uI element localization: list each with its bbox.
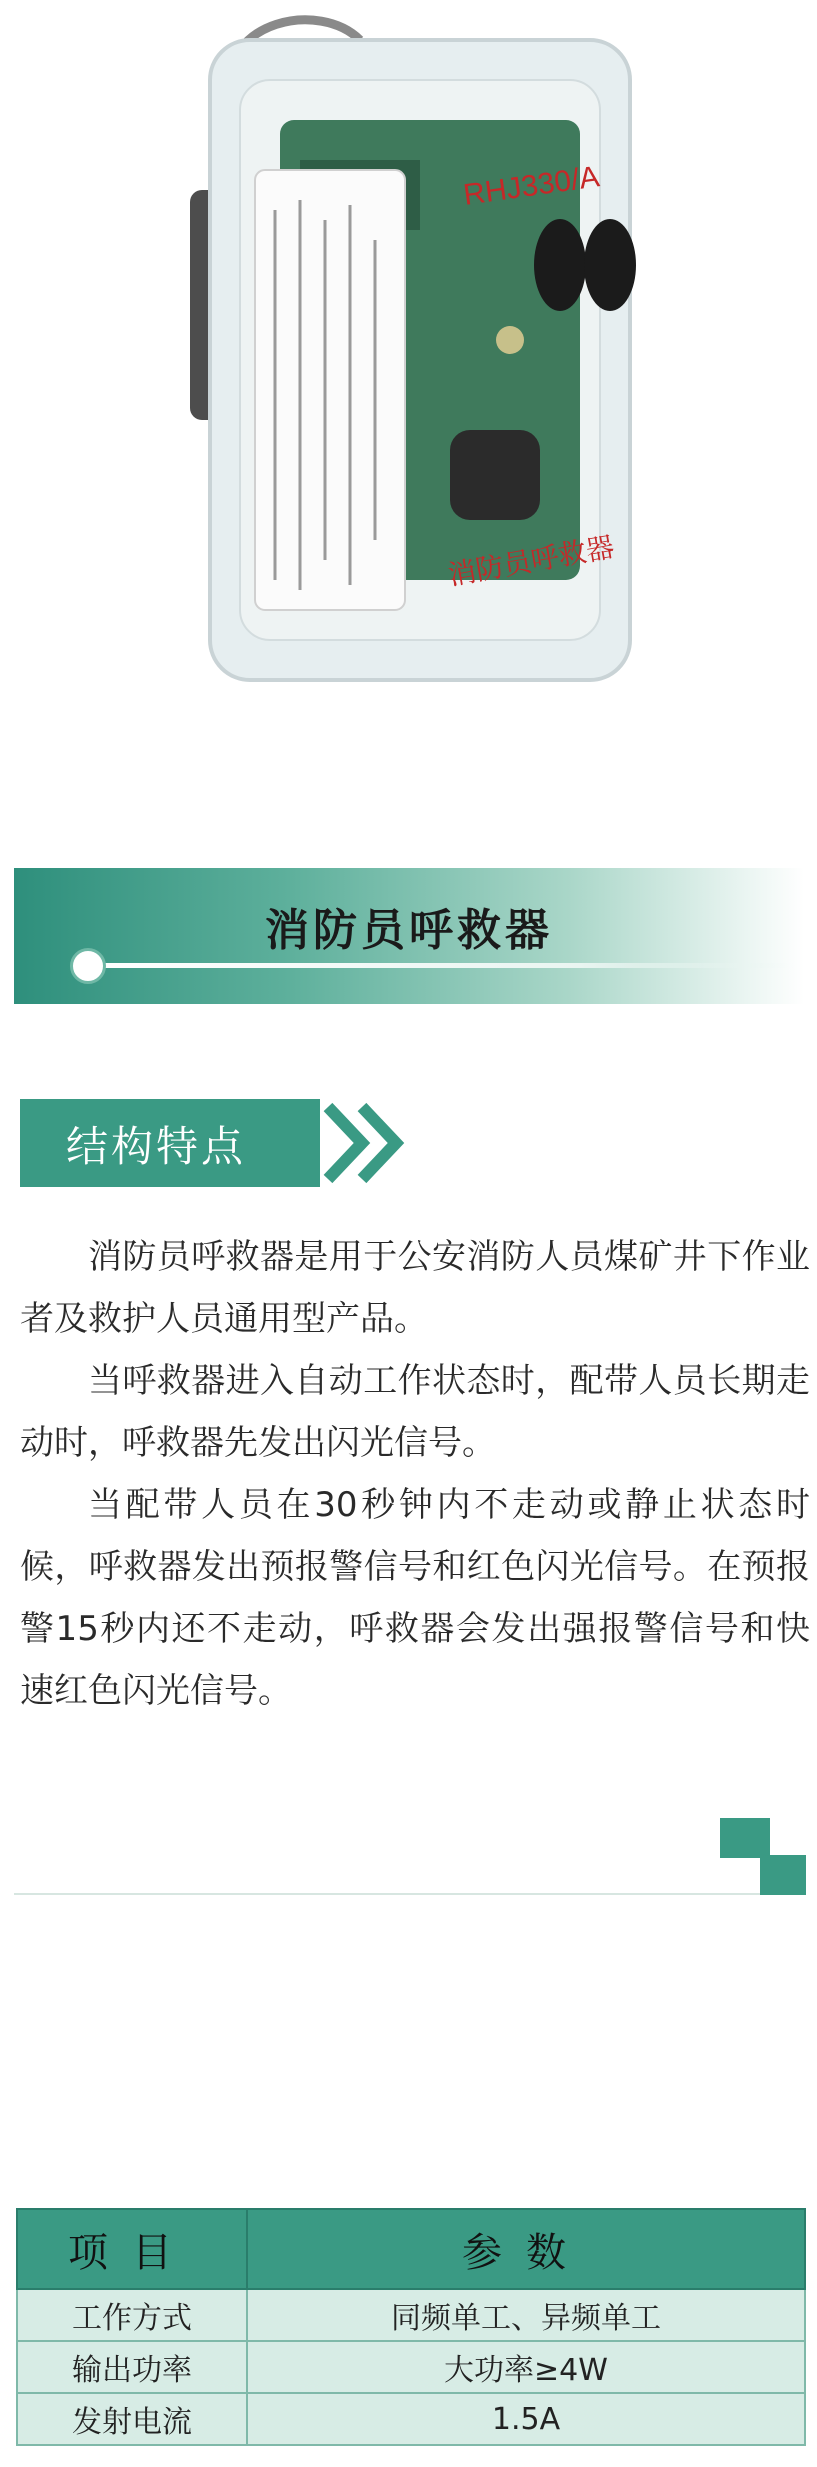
paragraph: 消防员呼救器是用于公安消防人员煤矿井下作业者及救护人员通用型产品。 — [20, 1237, 810, 1339]
table-row — [17, 2341, 805, 2393]
header-item: 项目 — [17, 2209, 247, 2289]
model-label: RHJ330/A — [461, 160, 602, 212]
banner-dot — [70, 948, 106, 984]
row-item: 发射电流 — [17, 2393, 247, 2445]
table-row — [17, 2393, 805, 2445]
button-left — [534, 219, 586, 311]
title-banner — [14, 868, 804, 1004]
double-chevron-icon — [322, 1099, 412, 1187]
table-row — [17, 2289, 805, 2341]
page-title: 消防员呼救器 — [265, 905, 553, 956]
button-right — [584, 219, 636, 311]
section-label: 结构特点 — [66, 1122, 247, 1171]
row-item: 工作方式 — [17, 2289, 247, 2341]
row-value: 1.5A — [247, 2393, 805, 2445]
decor-square — [760, 1855, 806, 1895]
label-sticker — [255, 170, 405, 610]
spec-table — [16, 2208, 806, 2446]
feature-description — [20, 1226, 810, 1722]
banner-line — [84, 963, 794, 968]
table-header-row — [17, 2209, 805, 2289]
paragraph: 当呼救器进入自动工作状态时，配带人员长期走动时，呼救器先发出闪光信号。 — [20, 1361, 810, 1463]
row-value: 同频单工、异频单工 — [247, 2289, 805, 2341]
paragraph: 当配带人员在30秒钟内不走动或静止状态时候，呼救器发出预报警信号和红色闪光信号。在预报警15秒内还不走动，呼救器会发出强报警信号和快速红色闪光信号。 — [20, 1485, 810, 1711]
side-label: 消防员呼救器 — [445, 530, 617, 592]
section-tag — [20, 1099, 320, 1187]
row-item: 输出功率 — [17, 2341, 247, 2393]
decor-square — [720, 1818, 770, 1858]
header-param: 参数 — [247, 2209, 805, 2289]
product-photo — [150, 0, 670, 720]
row-value: 大功率≥4W — [247, 2341, 805, 2393]
divider — [14, 1893, 804, 1895]
